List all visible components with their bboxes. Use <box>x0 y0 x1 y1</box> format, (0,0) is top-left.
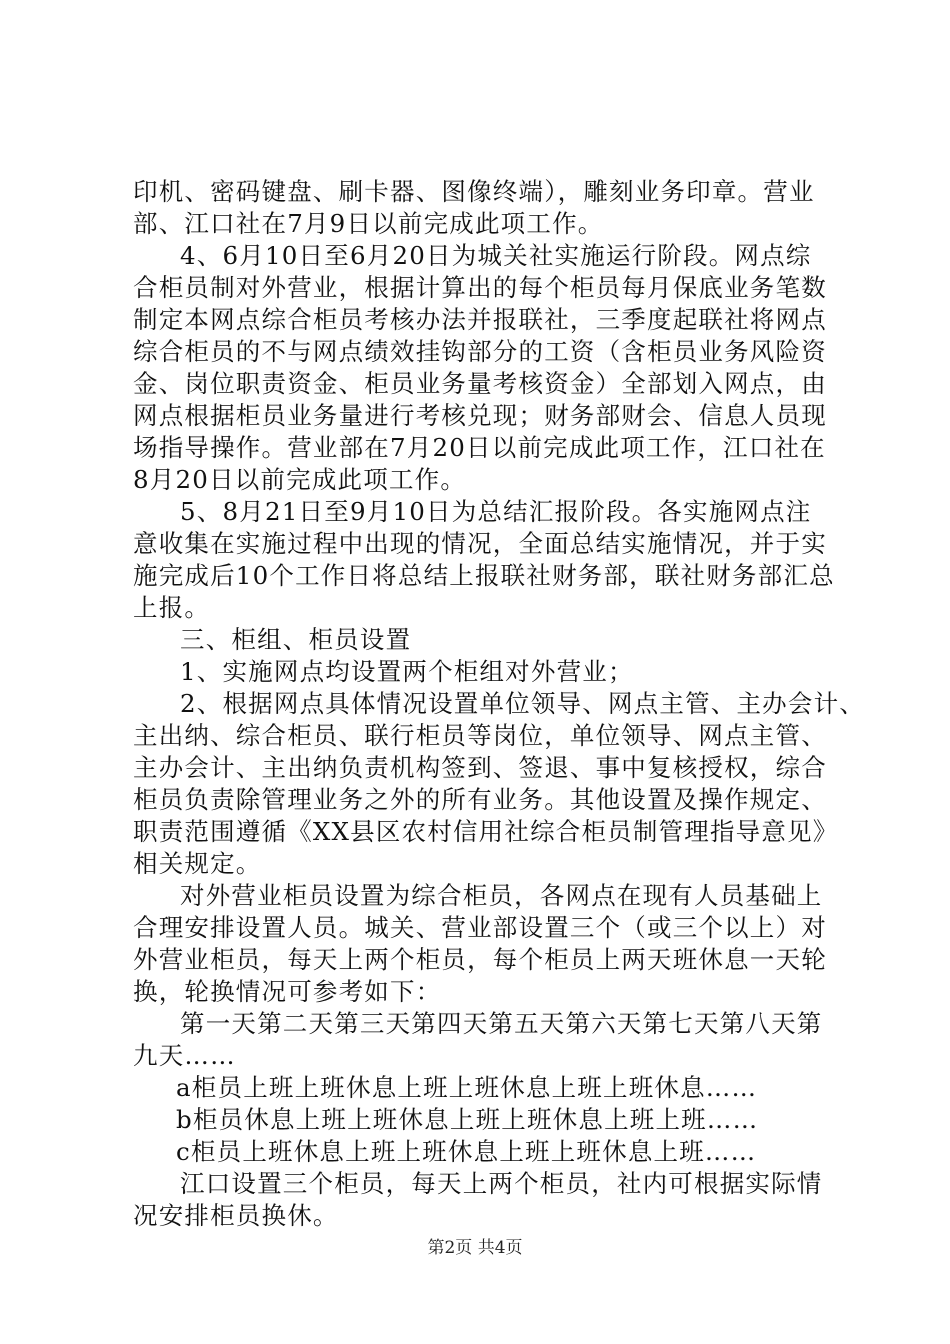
text-line: 施完成后10个工作日将总结上报联社财务部，联社财务部汇总 <box>133 561 835 590</box>
text-line: 2、根据网点具体情况设置单位领导、网点主管、主办会计、 <box>180 689 865 718</box>
schedule-row-c: c柜员上班休息上班上班休息上班上班休息上班…… <box>176 1137 757 1166</box>
text-line: 上报。 <box>133 593 211 622</box>
text-line: 网点根据柜员业务量进行考核兑现；财务部财会、信息人员现 <box>133 401 827 430</box>
text-line: 场指导操作。营业部在7月20日以前完成此项工作，江口社在 <box>133 433 826 462</box>
schedule-row-a: a柜员上班上班休息上班上班休息上班上班休息…… <box>176 1073 758 1102</box>
page-number: 第2页 共4页 <box>427 1238 523 1258</box>
text-line: 况安排柜员换休。 <box>133 1201 339 1230</box>
text-line: 职责范围遵循《XX县区农村信用社综合柜员制管理指导意见》 <box>133 817 839 846</box>
text-line: 5、8月21日至9月10日为总结汇报阶段。各实施网点注 <box>180 497 812 526</box>
text-line: 对外营业柜员设置为综合柜员，各网点在现有人员基础上 <box>180 881 823 910</box>
text-line: 相关规定。 <box>133 849 262 878</box>
text-line: 部、江口社在7月9日以前完成此项工作。 <box>133 209 604 238</box>
schedule-header-line: 九天…… <box>133 1041 236 1070</box>
text-line: 印机、密码键盘、刷卡器、图像终端），雕刻业务印章。营业 <box>133 177 815 206</box>
text-line: 主出纳、综合柜员、联行柜员等岗位，单位领导、网点主管、 <box>133 721 827 750</box>
text-line: 4、6月10日至6月20日为城关社实施运行阶段。网点综 <box>180 241 812 270</box>
text-line: 意收集在实施过程中出现的情况，全面总结实施情况，并于实 <box>133 529 827 558</box>
schedule-row-b: b柜员休息上班上班休息上班上班休息上班上班…… <box>176 1105 759 1134</box>
text-line: 合理安排设置人员。城关、营业部设置三个（或三个以上）对 <box>133 913 827 942</box>
text-line: 江口设置三个柜员，每天上两个柜员，社内可根据实际情 <box>180 1169 823 1198</box>
text-line: 1、实施网点均设置两个柜组对外营业； <box>180 657 634 686</box>
section-heading: 三、柜组、柜员设置 <box>180 625 412 654</box>
text-line: 柜员负责除管理业务之外的所有业务。其他设置及操作规定、 <box>133 785 827 814</box>
text-line: 综合柜员的不与网点绩效挂钩部分的工资（含柜员业务风险资 <box>133 337 827 366</box>
text-line: 主办会计、主出纳负责机构签到、签退、事中复核授权，综合 <box>133 753 827 782</box>
text-line: 8月20日以前完成此项工作。 <box>133 465 467 494</box>
text-line: 金、岗位职责资金、柜员业务量考核资金）全部划入网点，由 <box>133 369 827 398</box>
text-line: 制定本网点综合柜员考核办法并报联社，三季度起联社将网点 <box>133 305 827 334</box>
text-line: 换，轮换情况可参考如下： <box>133 977 442 1006</box>
text-line: 外营业柜员，每天上两个柜员，每个柜员上两天班休息一天轮 <box>133 945 827 974</box>
text-line: 合柜员制对外营业，根据计算出的每个柜员每月保底业务笔数 <box>133 273 827 302</box>
schedule-header-line: 第一天第二天第三天第四天第五天第六天第七天第八天第 <box>180 1009 823 1038</box>
